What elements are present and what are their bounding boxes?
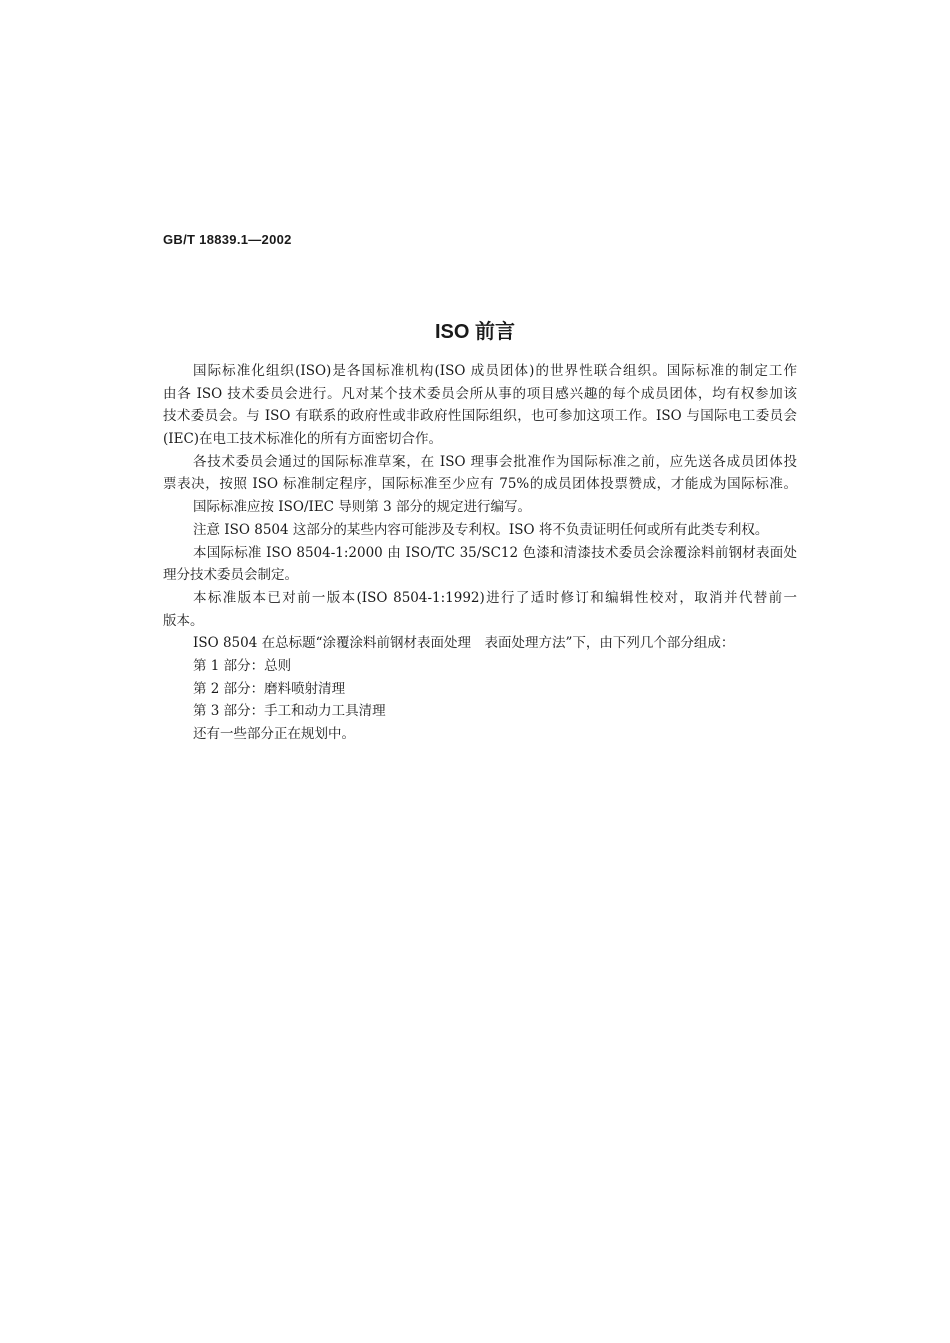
text-line: ISO 8504 在总标题“涂覆涂料前钢材表面处理 表面处理方法”下，由下列几个部分组成： [193,635,735,652]
standard-number-header: GB/T 18839.1—2002 [163,232,292,247]
text-line: 注意 ISO 8504 这部分的某些内容可能涉及专利权。ISO 将不负责证明任何或所有此类专利权。 [193,521,769,538]
text-line: 还有一些部分正在规划中。 [193,726,355,742]
text-line: 本标准版本已对前一版本(ISO 8504-1:1992)进行了适时修订和编辑性校对，取消并代替前一 [193,589,797,606]
text-line: 版本。 [163,612,204,629]
text-line: 票表决，按照 ISO 标准制定程序，国际标准至少应有 75%的成员团体投票赞成，才能成为国际标准。 [163,476,797,493]
text-line: (IEC)在电工技术标准化的所有方面密切合作。 [163,431,443,448]
list-item: 第 1 部分：总则 [193,657,292,674]
text-line: 由各 ISO 技术委员会进行。凡对某个技术委员会所从事的项目感兴趣的每个成员团体，均有权参加该 [163,385,797,402]
text-line: 理分技术委员会制定。 [163,567,298,584]
list-item: 第 3 部分：手工和动力工具清理 [193,703,386,720]
text-line: 各技术委员会通过的国际标准草案，在 ISO 理事会批准作为国际标准之前，应先送各成员团体投 [193,453,797,470]
text-line: 国际标准化组织(ISO)是各国标准机构(ISO 成员团体)的世界性联合组织。国际标准的制定工作 [193,363,797,379]
text-line: 技术委员会。与 ISO 有联系的政府性或非政府性国际组织，也可参加这项工作。ISO 与国际电工委员会 [163,408,797,425]
page-title: ISO 前言 [434,321,515,343]
list-item: 第 2 部分：磨料喷射清理 [193,680,346,697]
text-line: 本国际标准 ISO 8504-1:2000 由 ISO/TC 35/SC12 色漆和清漆技术委员会涂覆涂料前钢材表面处 [193,544,797,561]
text-line: 国际标准应按 ISO/IEC 导则第 3 部分的规定进行编写。 [193,499,531,516]
document-body [163,360,797,746]
